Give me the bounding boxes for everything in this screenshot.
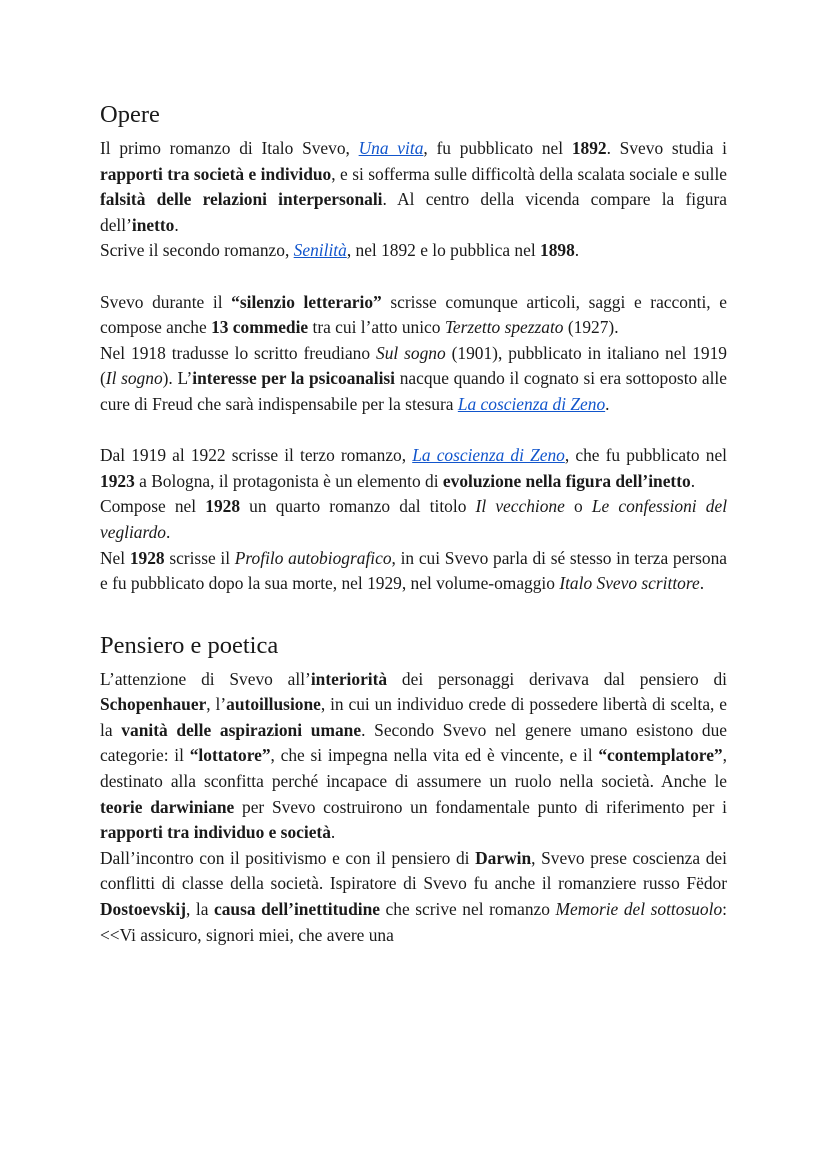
- text-run: Scrive il secondo romanzo,: [100, 240, 294, 261]
- text-run: dei personaggi derivava dal pensiero di: [387, 668, 727, 689]
- text-run: .: [605, 393, 610, 414]
- text-run: Nel: [100, 547, 130, 568]
- text-run: , la: [186, 899, 215, 920]
- italic-title: Memorie del sottosuolo: [555, 899, 723, 920]
- bold-text: evoluzione nella figura dell’inetto: [442, 470, 691, 491]
- paragraph-profilo-autobiografico: [100, 546, 727, 597]
- text-run: nacque quando il cognato si era sottoposto alle cure di Freud che sarà indispensabile per la stesura: [100, 368, 727, 414]
- text-run: , che si impegna nella vita ed è vincente, e il: [270, 745, 599, 766]
- text-run: , l’: [206, 694, 227, 715]
- text-run: (1901), pubblicato in italiano nel 1919 (: [100, 342, 727, 389]
- bold-text: Schopenhauer: [100, 694, 207, 715]
- bold-text: “silenzio letterario”: [231, 291, 382, 312]
- text-run: , fu pubblicato nel: [423, 138, 572, 158]
- text-run: Il primo romanzo di Italo Svevo,: [100, 138, 359, 158]
- text-run: . Secondo Svevo nel genere umano esistono due categorie: il: [100, 719, 727, 766]
- bold-text: “contemplatore”: [598, 745, 723, 766]
- document-page: [100, 98, 727, 948]
- bold-text: Dostoevskij: [100, 899, 186, 920]
- text-run: Dall’incontro con il positivismo e con il pensiero di: [100, 847, 476, 868]
- bold-text: 1898: [540, 240, 575, 261]
- bold-text: vanità delle aspirazioni umane: [121, 719, 362, 740]
- text-run: .: [690, 470, 696, 491]
- text-run: .: [166, 521, 171, 542]
- text-run: scrisse il: [164, 547, 235, 568]
- text-run: Compose nel: [100, 496, 206, 517]
- paragraph-sul-sogno: [100, 341, 727, 418]
- text-run: , e si sofferma sulle difficoltà della scalata sociale e sulle: [331, 163, 727, 184]
- work-title-link[interactable]: La coscienza di Zeno: [457, 393, 606, 414]
- work-title-link[interactable]: La coscienza di Zeno: [412, 445, 565, 466]
- work-title-link[interactable]: Senilità: [293, 240, 347, 261]
- text-run: per Svevo costruirono un fondamentale punto di riferimento per i: [234, 796, 727, 817]
- bold-text: causa dell’inettitudine: [214, 899, 380, 920]
- text-run: . Al centro della vicenda compare la figura dell’: [100, 189, 727, 235]
- text-run: .: [174, 214, 179, 235]
- bold-text: 1928: [205, 496, 241, 517]
- text-run: , in cui Svevo parla di sé stesso in terza persona e fu pubblicato dopo la sua morte, nel 1929, nel volume-omaggio: [100, 547, 727, 594]
- text-run: , in cui un individuo crede di possedere libertà di scelta, e la: [100, 694, 728, 740]
- bold-text: interiorità: [310, 668, 388, 689]
- italic-title: Sul sogno: [376, 342, 446, 363]
- text-run: a Bologna, il protagonista è un elemento di: [134, 470, 443, 491]
- bold-text: “lottatore”: [189, 745, 271, 766]
- paragraph-silenzio-letterario: [100, 290, 727, 341]
- italic-title: Profilo autobiografico: [234, 547, 392, 568]
- paragraph-interiorita: [100, 667, 727, 846]
- text-run: Dal 1919 al 1922 scrisse il terzo romanzo,: [100, 445, 413, 466]
- italic-title: Il vecchione: [475, 496, 565, 517]
- section-heading-pensiero: Pensiero e poetica: [100, 631, 279, 659]
- bold-text: 1928: [129, 547, 165, 568]
- text-run: tra cui l’atto unico: [308, 317, 445, 338]
- text-run: L’attenzione di Svevo all’: [100, 668, 311, 689]
- text-run: .: [699, 573, 705, 594]
- text-run: che scrive nel romanzo: [379, 899, 556, 920]
- paragraph-darwin: [100, 846, 727, 948]
- text-run: . Svevo studia i: [606, 138, 727, 158]
- paragraph-una-vita: [100, 136, 727, 238]
- text-run: , destinato alla sconfitta perché incapace di assumere un ruolo nella società. Anche le: [100, 745, 727, 792]
- text-run: , Svevo prese coscienza dei conflitti di classe della società. Ispiratore di Svevo fu anche il romanziere russo Fëdor: [100, 847, 727, 894]
- text-run: (1927).: [563, 317, 619, 338]
- bold-text: falsità delle relazioni interpersonali: [100, 189, 383, 210]
- bold-text: Darwin: [475, 847, 532, 868]
- work-title-link[interactable]: Una vita: [358, 138, 424, 158]
- bold-text: teorie darwiniane: [100, 796, 235, 817]
- paragraph-senilita: [100, 238, 727, 264]
- text-run: Svevo durante il: [100, 291, 232, 312]
- text-run: .: [330, 822, 336, 843]
- text-run: scrisse comunque articoli, saggi e racconti, e compose anche: [100, 291, 727, 338]
- bold-text: rapporti tra società e individuo: [100, 163, 332, 184]
- text-run: ). L’: [162, 368, 193, 389]
- italic-title: Italo Svevo scrittore: [559, 573, 700, 594]
- text-run: .: [574, 240, 580, 261]
- text-run: , nel 1892 e lo pubblica nel: [346, 240, 540, 261]
- text-run: , che fu pubblicato nel: [564, 445, 728, 466]
- paragraph-il-vecchione: [100, 494, 727, 545]
- bold-text: 1892: [571, 138, 607, 158]
- text-run: : <<Vi assicuro, signori miei, che avere una: [100, 899, 727, 945]
- paragraph-coscienza-di-zeno: [100, 443, 727, 494]
- italic-title: Il sogno: [105, 368, 163, 389]
- bold-text: interesse per la psicoanalisi: [192, 368, 396, 389]
- italic-title: Le confessioni del vegliardo: [100, 496, 728, 542]
- bold-text: inetto: [131, 214, 175, 235]
- text-run: Nel 1918 tradusse lo scritto freudiano: [100, 342, 376, 363]
- bold-text: rapporti tra individuo e società: [100, 822, 331, 843]
- section-heading-opere: Opere: [100, 101, 160, 128]
- italic-title: Terzetto spezzato: [444, 317, 564, 338]
- bold-text: 1923: [100, 470, 135, 491]
- bold-text: autoillusione: [226, 694, 321, 715]
- bold-text: 13 commedie: [211, 317, 309, 338]
- text-run: o: [564, 496, 592, 517]
- text-run: un quarto romanzo dal titolo: [240, 496, 476, 517]
